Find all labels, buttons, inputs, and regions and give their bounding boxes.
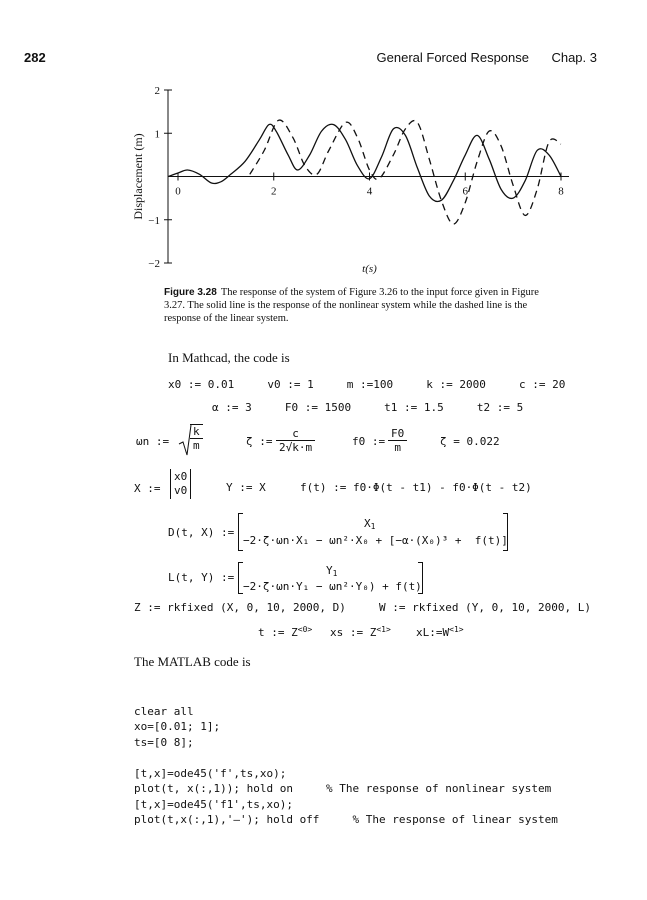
l-top-var: Y: [326, 564, 333, 577]
z-w-line: Z := rkfixed (X, 0, 10, 2000, D) W := rkfixed (Y, 0, 10, 2000, L): [134, 601, 591, 614]
x-tick-label: 0: [175, 185, 181, 198]
y-tick-label: 2: [154, 85, 160, 97]
wn-lhs: ωn :=: [136, 435, 170, 448]
xl-def-text: xL:=W: [416, 626, 450, 639]
d-top-var: X: [364, 517, 371, 530]
figure-label: Figure 3.28: [164, 287, 217, 298]
y-tick-label: 1: [154, 128, 160, 141]
series-line-nonlinear: [168, 124, 561, 201]
t-def-text: t := Z: [258, 626, 298, 639]
l-top: [326, 564, 337, 578]
d-bottom: −2·ζ·ωn·X₁ − ωn²·X₀ + [−α·(X₀)³ + f(t)]: [243, 534, 508, 547]
f0-denominator: m: [394, 441, 401, 454]
f-definition: f(t) := f0·Φ(t - t1) - f0·Φ(t - t2): [300, 481, 532, 494]
figure-caption-text: The response of the system of Figure 3.26 to the input force given in Figure 3.27. The solid line is the response of the nonlinear system while the dashed line is the response of the linear system.: [164, 287, 539, 324]
d-top: [364, 517, 375, 531]
y-definition: Y := X: [226, 481, 266, 494]
x-tick-label: 6: [462, 185, 468, 198]
d-top-sub: 1: [370, 522, 376, 531]
zeta-value: ζ = 0.022: [440, 435, 500, 448]
xl-def-sup: <1>: [449, 625, 464, 634]
zeta-denominator: 2√k·m: [279, 441, 313, 454]
wn-denominator: m: [193, 439, 200, 452]
x-axis-label: t(s): [362, 263, 377, 275]
t-def-sup: <0>: [297, 625, 313, 634]
x-vector: [170, 469, 191, 499]
matlab-code: [134, 688, 558, 843]
l-top-sub: 1: [332, 569, 338, 578]
matlab-line: ts=[0 8];: [134, 735, 194, 749]
chapter-label: Chap. 3: [551, 50, 597, 65]
xs-definition: [330, 625, 391, 639]
mathcad-line-2: α := 3 F0 := 1500 t1 := 1.5 t2 := 5: [212, 401, 524, 414]
t-definition: [258, 625, 312, 639]
x-lhs: X :=: [134, 482, 161, 495]
x-tick-label: 8: [558, 185, 564, 198]
figure-caption: [164, 286, 549, 325]
wn-fraction: [190, 424, 203, 452]
xs-def-sup: <1>: [376, 625, 391, 634]
zeta-fraction: [276, 427, 315, 454]
matlab-intro: The MATLAB code is: [134, 654, 251, 669]
xl-definition: [416, 625, 464, 639]
page-number: 282: [24, 50, 46, 65]
zeta-lhs: ζ :=: [246, 435, 273, 448]
matlab-line: xo=[0.01; 1];: [134, 720, 221, 733]
y-tick-label: −1: [148, 214, 160, 227]
zeta-numerator: c: [276, 427, 315, 441]
xs-def-text: xs := Z: [330, 626, 377, 639]
y-axis-label: Displacement (m): [131, 133, 145, 220]
matlab-line: plot(t,x(:,1),'—'); hold off % The response of linear system: [134, 813, 558, 826]
running-header: [24, 50, 597, 68]
matlab-line: plot(t, x(:,1)); hold on % The response of nonlinear system: [134, 782, 552, 795]
x-tick-label: 4: [366, 185, 373, 198]
f0-lhs: f0 :=: [352, 435, 386, 448]
response-chart: [130, 80, 580, 280]
matlab-line: clear all: [134, 704, 194, 718]
l-lhs: L(t, Y) :=: [168, 571, 235, 584]
mathcad-line-1: x0 := 0.01 v0 := 1 m :=100 k := 2000 c := 20: [168, 378, 566, 391]
matlab-line: [t,x]=ode45('f',ts,xo);: [134, 766, 287, 780]
d-lhs: D(t, X) :=: [168, 526, 235, 539]
matlab-line: [t,x]=ode45('f1',ts,xo);: [134, 797, 293, 811]
x-vector-top: x0: [174, 470, 188, 483]
wn-numerator: k: [190, 425, 203, 439]
matlab-line: [134, 750, 558, 766]
f0-fraction: [388, 427, 407, 454]
f0-numerator: F0: [388, 427, 407, 441]
x-tick-label: 2: [271, 185, 277, 198]
y-tick-label: −2: [148, 258, 160, 270]
mathcad-intro: In Mathcad, the code is: [168, 350, 290, 365]
section-title: General Forced Response: [376, 50, 529, 65]
x-vector-bottom: v0: [174, 484, 188, 497]
l-bottom: −2·ζ·ωn·Y₁ − ωn²·Y₀) + f(t): [243, 580, 422, 593]
